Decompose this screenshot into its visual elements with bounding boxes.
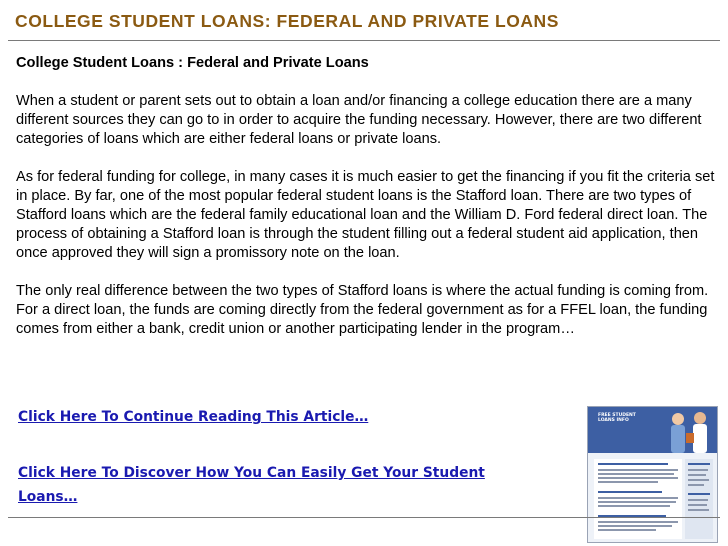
article-paragraph-3: The only real difference between the two types of Stafford loans is where the actual funding is coming from. For a direct loan, the funds are coming directly from the federal government as for a FFEL loan, the funding comes from either a bank, credit union or another participating lender in the program… — [16, 283, 709, 337]
article-body — [16, 54, 716, 358]
article-paragraph-1: When a student or parent sets out to obtain a loan and/or financing a college education there are a many different sources they can go to in order to acquire the funding necessary. However, there are two different categories of loans which are either federal loans or private loans. — [16, 93, 702, 147]
thumbnail-sidebar — [685, 459, 713, 539]
students-image — [664, 409, 716, 453]
discover-loans-link[interactable]: Click Here To Discover How You Can Easily Get Your Student Loans… — [18, 465, 485, 505]
bottom-divider — [8, 517, 720, 518]
page-title: COLLEGE STUDENT LOANS: FEDERAL AND PRIVATE LOANS — [15, 11, 559, 31]
article-paragraph-2: As for federal funding for college, in many cases it is much easier to get the financing if you fit the criteria set in place. By far, one of the most popular federal student loans is the Stafford loan. There are two types of Stafford loans which are the federal family educational loan and the William D. Ford federal direct loan. The process of obtaining a Stafford loan is through the student filling out a federal student aid application, then once approved they will sign a promissory note on the loan. — [16, 169, 715, 261]
thumbnail-banner — [588, 407, 717, 453]
continue-reading-link[interactable]: Click Here To Continue Reading This Article… — [18, 409, 369, 425]
website-thumbnail[interactable] — [587, 406, 718, 543]
thumbnail-main-column — [594, 459, 682, 539]
top-divider — [8, 40, 720, 41]
thumbnail-banner-title: FREE STUDENT LOANS INFO — [598, 413, 636, 423]
article-subtitle: College Student Loans : Federal and Private Loans — [16, 55, 369, 71]
